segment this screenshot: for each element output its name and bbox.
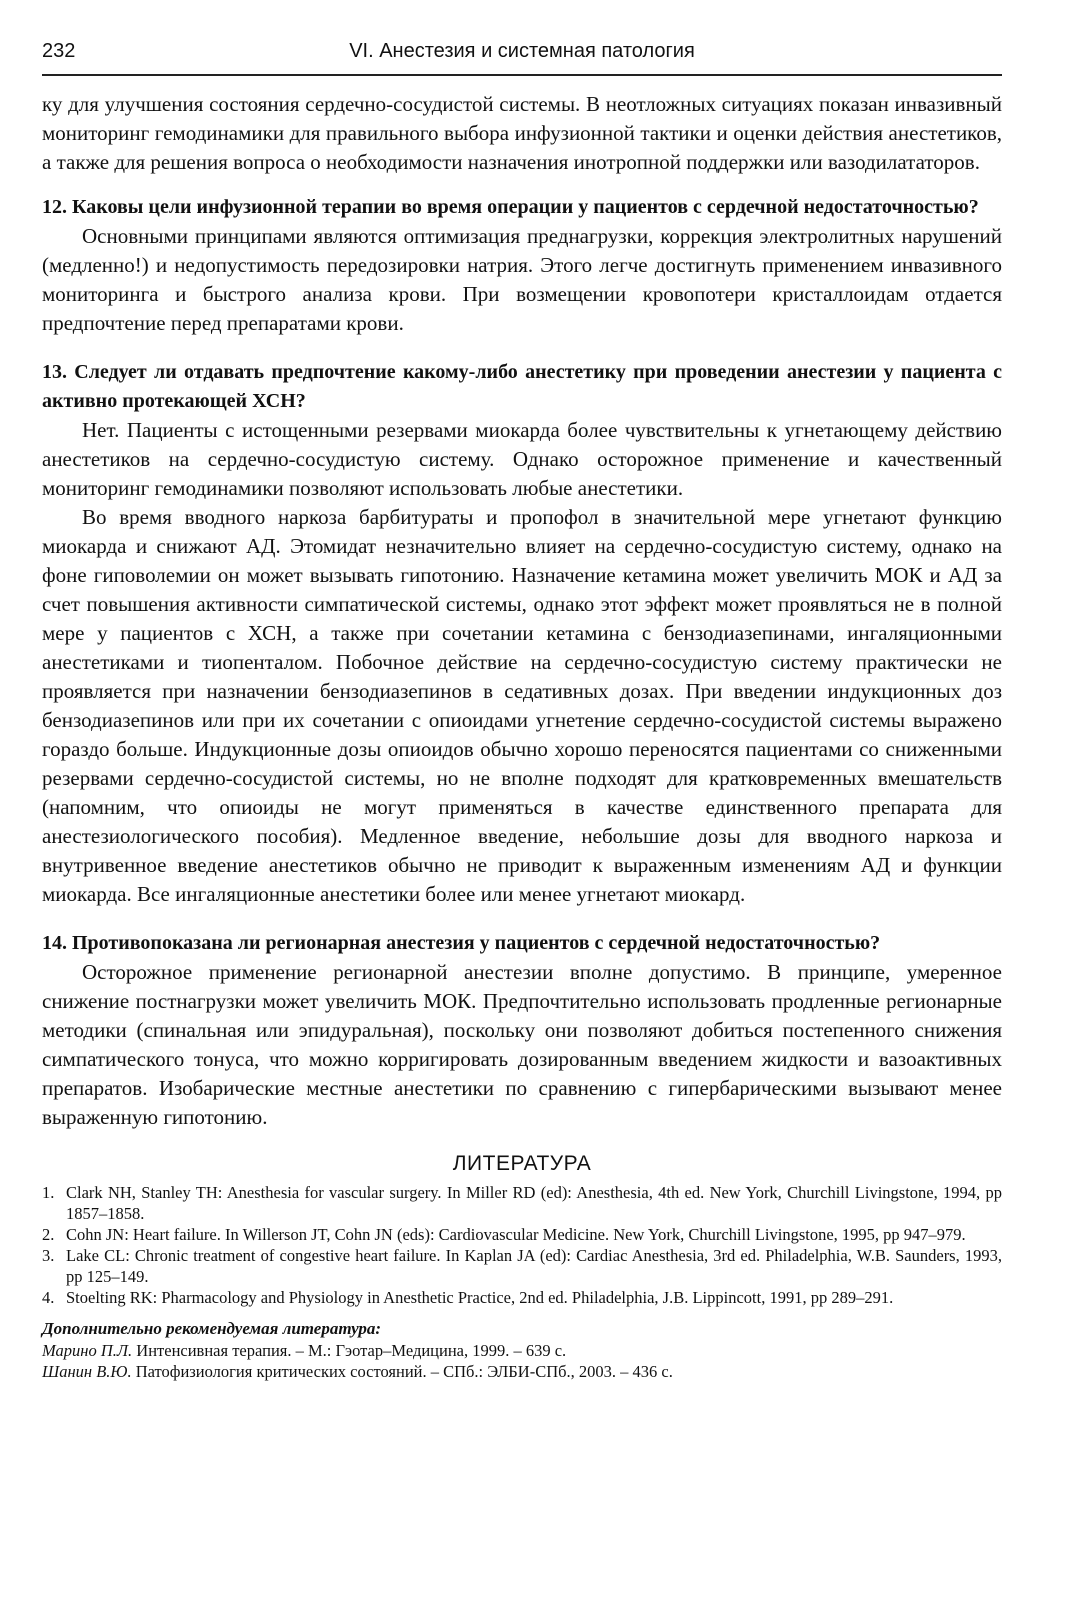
question-13-answer-2: Во время вводного наркоза барбитураты и пропофол в значительной мере угнетают функцию миокарда и снижают АД. Этомидат незначительно влияет на сердечно-сосудистую систему, однако на фоне гиповолемии он может вызывать гипотонию. Назначение кетамина может увеличить МОК и АД за счет повышения активности симпатической системы, однако этот эффект может проявляться не в полной мере у пациентов с ХСН, а также при сочетании кетамина с бензодиазепинами, ингаляционными анестетиками и тиопенталом. Побочное действие на сердечно-сосудистую систему практически не проявляется при назначении бензодиазепинов в седативных дозах. При введении индукционных доз бензодиазепинов или при их сочетании с опиоидами угнетение сердечно-сосудистой системы выражено гораздо больше. Индукционные дозы опиоидов обычно хорошо переносятся пациентами со сниженными резервами сердечно-сосудистой системы, но не вполне подходят для кратковременных вмешательств (напомним, что опиоиды не могут применяться в качестве единственного препарата для анестезиологического пособия). Медленное введение, небольшие дозы для вводного наркоза и внутривенное введение анестетиков обычно не приводит к выраженным изменениям АД и функции миокарда. Все ингаляционные анестетики более или менее угнетают миокард. — [42, 505, 1002, 906]
question-13-heading: 13. Следует ли отдавать предпочтение какому-либо анестетику при проведении анестезии у пациента с активно протекающей ХСН? — [42, 361, 1002, 412]
reference-item: 1. Clark NH, Stanley TH: Anesthesia for vascular surgery. In Miller RD (ed): Anesthesia, 4th ed. New York, Churchill Livingstone, 1994, pp 1857–1858. — [42, 1183, 1002, 1223]
question-12-answer: Основными принципами являются оптимизация преднагрузки, коррекция электролитных нарушений (медленно!) и недопустимость передозировки натрия. Этого легче достигнуть применением инвазивного мониторинга и быстрого анализа крови. При возмещении кровопотери кристаллоидам отдается предпочтение перед препаратами крови. — [42, 224, 1002, 335]
page-content — [42, 90, 1002, 1382]
intro-paragraph: ку для улучшения состояния сердечно-сосудистой системы. В неотложных ситуациях показан инвазивный мониторинг гемодинамики для правильного выбора инфузионной тактики и оценки действия анестетиков, а также для решения вопроса о необходимости назначения инотропной поддержки или вазодилататоров. — [42, 92, 1002, 174]
additional-literature-item: Марино П.Л. Интенсивная терапия. – М.: Гэотар–Медицина, 1999. – 639 с. — [42, 1341, 567, 1360]
additional-literature — [42, 1318, 1002, 1382]
question-14-heading: 14. Противопоказана ли регионарная анестезия у пациентов с сердечной недостаточностью? — [42, 932, 881, 954]
references-title: ЛИТЕРАТУРА — [452, 1152, 592, 1175]
question-14-answer: Осторожное применение регионарной анестезии вполне допустимо. В принципе, умеренное снижение постнагрузки может увеличить МОК. Предпочтительно использовать продленные регионарные методики (спинальная или эпидуральная), поскольку они позволяют добиться постепенного снижения симпатического тонуса, что можно корригировать дозированным введением жидкости и вазоактивных препаратов. Изобарические местные анестетики по сравнению с гипербарическими вызывают менее выраженную гипотонию. — [42, 960, 1002, 1129]
reference-item: 4. Stoelting RK: Pharmacology and Physiology in Anesthetic Practice, 2nd ed. Philadelphia, J.B. Lippincott, 1991, pp 289–291. — [42, 1288, 894, 1307]
running-header — [42, 40, 1002, 76]
page-number: 232 — [42, 40, 76, 62]
section-title: VI. Анестезия и системная патология — [349, 40, 695, 62]
question-12-heading: 12. Каковы цели инфузионной терапии во время операции у пациентов с сердечной недостаточностью? — [42, 196, 979, 218]
question-13-answer-1: Нет. Пациенты с истощенными резервами миокарда более чувствительны к угнетающему действию анестетиков на сердечно-сосудистую систему. Однако осторожное применение и качественный мониторинг гемодинамики позволяют использовать любые анестетики. — [42, 418, 1002, 500]
references-list — [42, 1182, 1002, 1308]
additional-literature-heading: Дополнительно рекомендуемая литература: — [42, 1319, 382, 1338]
additional-literature-item: Шанин В.Ю. Патофизиология критических состояний. – СПб.: ЭЛБИ-СПб., 2003. – 436 с. — [42, 1362, 673, 1381]
reference-item: 2. Cohn JN: Heart failure. In Willerson JT, Cohn JN (eds): Cardiovascular Medicine. New York, Churchill Livingstone, 1995, pp 947–979. — [42, 1225, 966, 1244]
reference-item: 3. Lake CL: Chronic treatment of congestive heart failure. In Kaplan JA (ed): Cardiac Anesthesia, 3rd ed. Philadelphia, W.B. Saunders, 1993, pp 125–149. — [42, 1246, 1002, 1286]
